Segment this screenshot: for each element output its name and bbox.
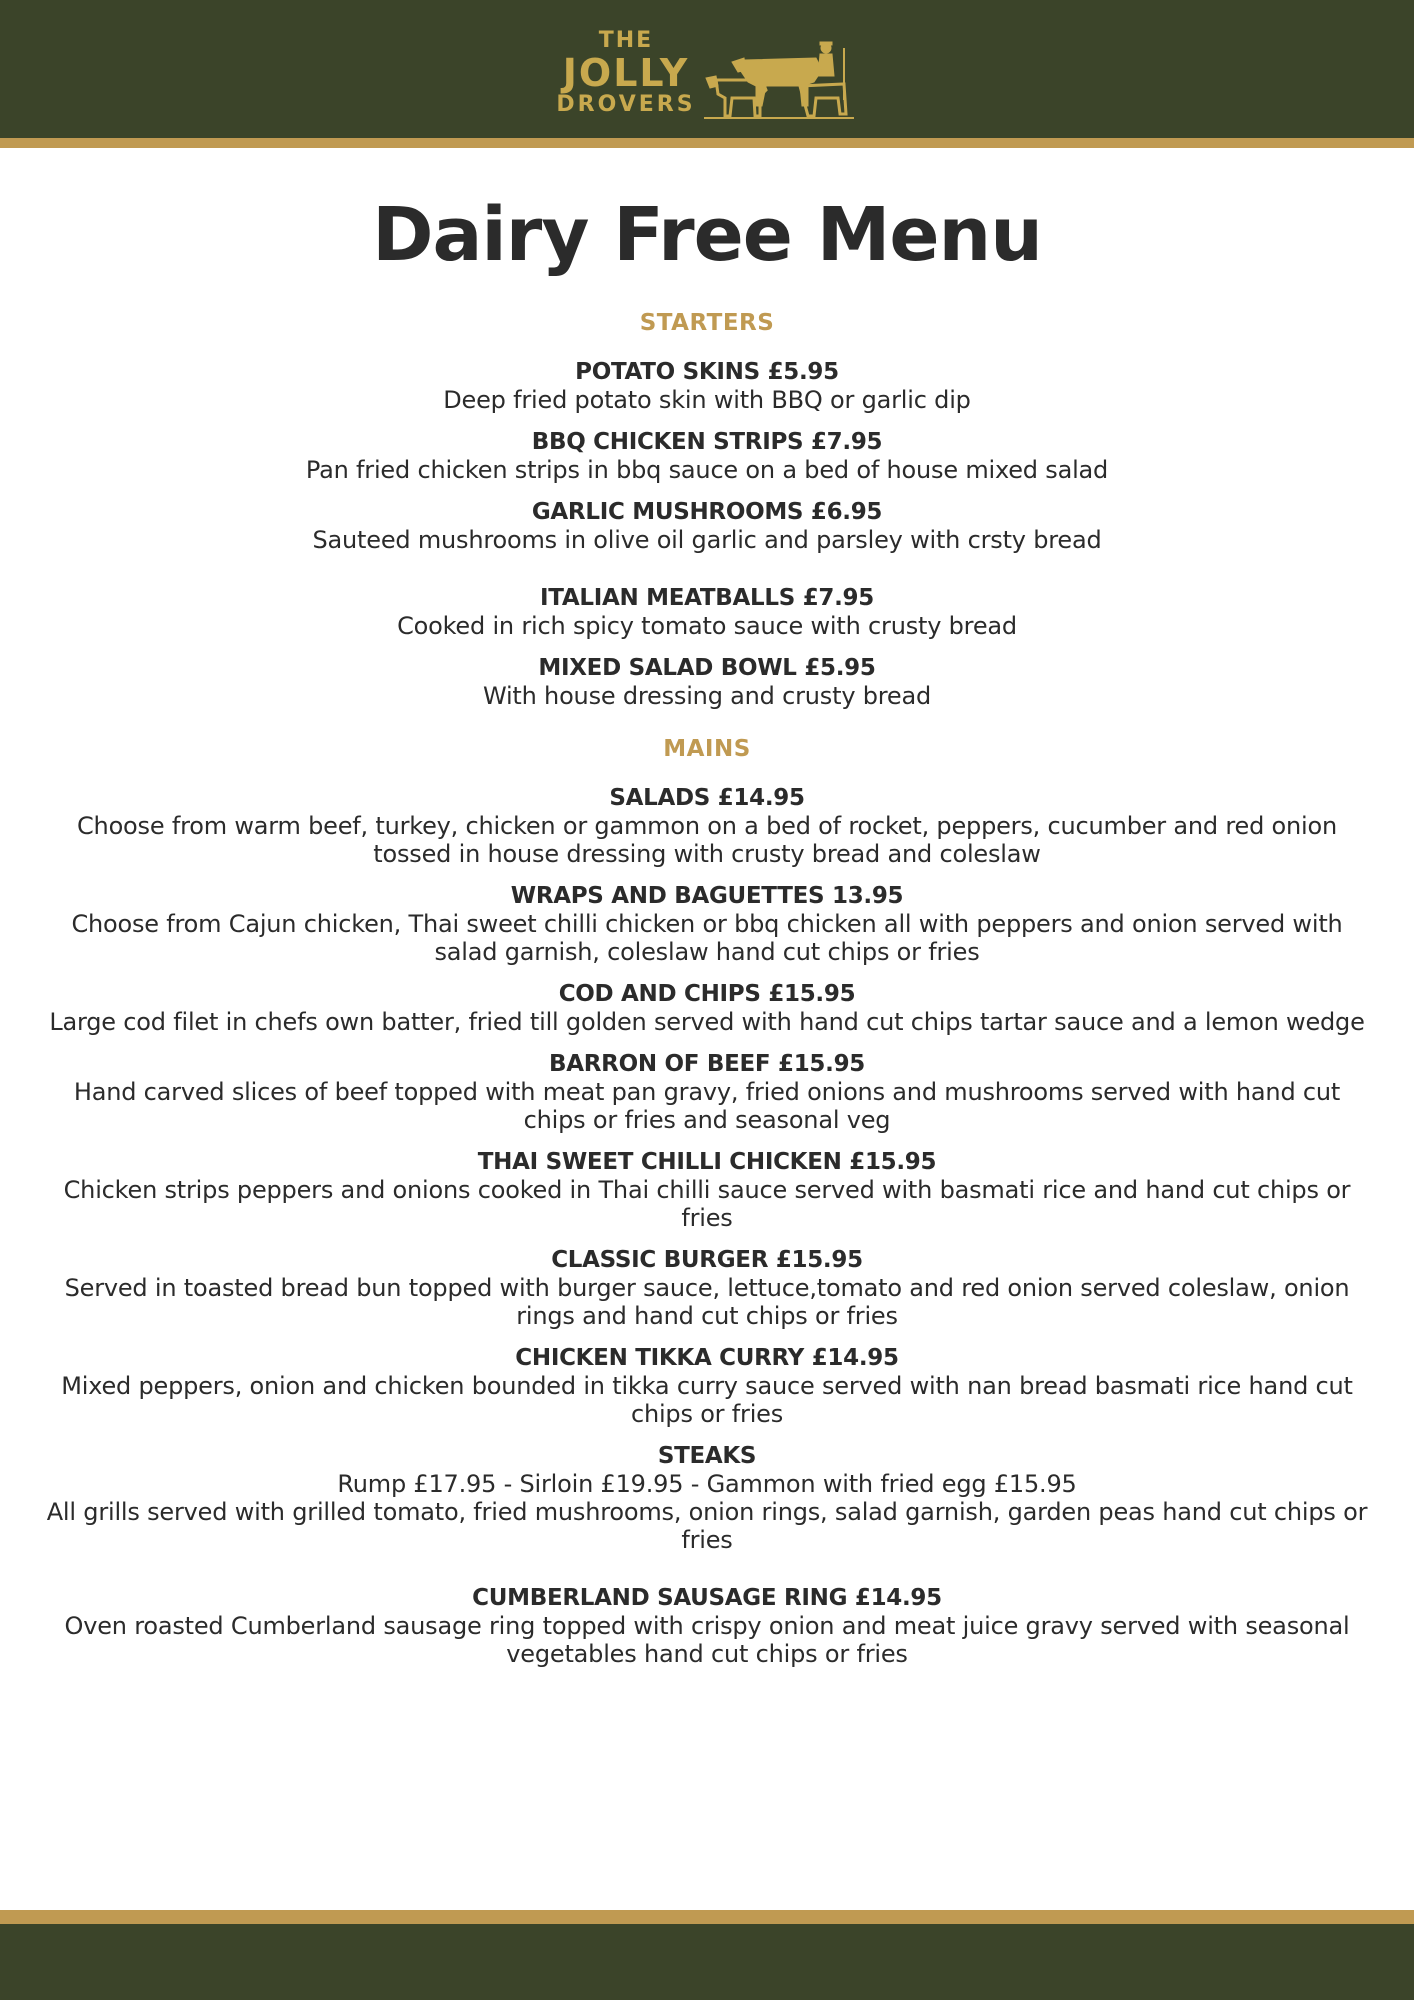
item-name: CHICKEN TIKKA CURRY £14.95 xyxy=(515,1345,899,1371)
menu-item-barron-of-beef xyxy=(40,1050,1374,1134)
item-description: Pan fried chicken strips in bbq sauce on a bed of house mixed salad xyxy=(305,456,1109,484)
item-name: ITALIAN MEATBALLS £7.95 xyxy=(540,585,874,611)
menu-item-potato-skins xyxy=(40,358,1374,414)
item-description-grills: All grills served with grilled tomato, fried mushrooms, onion rings, salad garnish, garden peas hand cut chips or fries xyxy=(46,1498,1368,1554)
spacer xyxy=(40,568,1374,584)
footer-bar xyxy=(0,1924,1414,2000)
section-heading-mains: MAINS xyxy=(663,736,751,762)
menu-item-garlic-mushrooms xyxy=(40,498,1374,554)
item-description: Sauteed mushrooms in olive oil garlic and parsley with crsty bread xyxy=(312,526,1102,554)
item-name: STEAKS xyxy=(657,1443,757,1469)
logo-wordmark xyxy=(556,28,696,118)
menu-item-chicken-tikka-curry xyxy=(40,1344,1374,1428)
item-description: Large cod filet in chefs own batter, fried till golden served with hand cut chips tartar sauce and a lemon wedge xyxy=(49,1008,1365,1036)
spacer xyxy=(40,1568,1374,1584)
menu-item-wraps-and-baguettes xyxy=(40,882,1374,966)
menu-item-thai-sweet-chilli-chicken xyxy=(40,1148,1374,1232)
logo-the: THE xyxy=(598,28,654,53)
item-name: BARRON OF BEEF £15.95 xyxy=(549,1051,865,1077)
item-name: THAI SWEET CHILLI CHICKEN £15.95 xyxy=(477,1149,937,1175)
footer-gold-band xyxy=(0,1910,1414,1924)
item-name: CUMBERLAND SAUSAGE RING £14.95 xyxy=(472,1585,942,1611)
logo-jolly: JOLLY xyxy=(562,51,690,95)
item-name: CLASSIC BURGER £15.95 xyxy=(551,1247,863,1273)
menu-item-classic-burger xyxy=(40,1246,1374,1330)
item-description: Mixed peppers, onion and chicken bounded in tikka curry sauce served with nan bread basmati rice hand cut chips or fries xyxy=(61,1372,1353,1428)
item-name: BBQ CHICKEN STRIPS £7.95 xyxy=(531,429,883,455)
item-name: GARLIC MUSHROOMS £6.95 xyxy=(531,499,883,525)
item-name: WRAPS AND BAGUETTES 13.95 xyxy=(510,883,904,909)
menu-item-cumberland-sausage-ring xyxy=(40,1584,1374,1668)
menu-item-steaks xyxy=(40,1442,1374,1554)
menu-item-cod-and-chips xyxy=(40,980,1374,1036)
item-name: POTATO SKINS £5.95 xyxy=(575,359,839,385)
menu-item-mixed-salad-bowl xyxy=(40,654,1374,710)
item-description: Served in toasted bread bun topped with burger sauce, lettuce,tomato and red onion served coleslaw, onion rings and hand cut chips or fries xyxy=(64,1274,1350,1330)
logo-drovers: DROVERS xyxy=(556,92,696,117)
header-gold-band xyxy=(0,138,1414,148)
item-description: Deep fried potato skin with BBQ or garlic dip xyxy=(443,386,971,414)
item-description: Cooked in rich spicy tomato sauce with crusty bread xyxy=(397,612,1017,640)
item-description: Hand carved slices of beef topped with meat pan gravy, fried onions and mushrooms served with hand cut chips or fries and seasonal veg xyxy=(73,1078,1341,1134)
menu-item-salads xyxy=(40,784,1374,868)
item-description: Choose from warm beef, turkey, chicken or gammon on a bed of rocket, peppers, cucumber and red onion tossed in house dressing with crusty bread and coleslaw xyxy=(77,812,1337,868)
jolly-drovers-logo xyxy=(556,28,866,128)
item-name: MIXED SALAD BOWL £5.95 xyxy=(538,655,876,681)
section-heading-starters: STARTERS xyxy=(639,310,775,336)
item-name: SALADS £14.95 xyxy=(609,785,805,811)
item-description: Chicken strips peppers and onions cooked in Thai chilli sauce served with basmati rice and hand cut chips or fries xyxy=(63,1176,1351,1232)
item-description: Oven roasted Cumberland sausage ring topped with crispy onion and meat juice gravy served with seasonal vegetables hand cut chips or fries xyxy=(64,1612,1350,1668)
item-description: With house dressing and crusty bread xyxy=(482,682,932,710)
item-name: COD AND CHIPS £15.95 xyxy=(558,981,856,1007)
cattle-drover-icon xyxy=(704,40,854,122)
page-title: Dairy Free Menu xyxy=(372,192,1042,278)
menu-content xyxy=(40,180,1374,1682)
item-description: Rump £17.95 - Sirloin £19.95 - Gammon with fried egg £15.95 xyxy=(337,1470,1077,1498)
menu-item-bbq-chicken-strips xyxy=(40,428,1374,484)
menu-item-italian-meatballs xyxy=(40,584,1374,640)
item-description: Choose from Cajun chicken, Thai sweet chilli chicken or bbq chicken all with peppers and onion served with salad garnish, coleslaw hand cut chips or fries xyxy=(71,910,1343,966)
